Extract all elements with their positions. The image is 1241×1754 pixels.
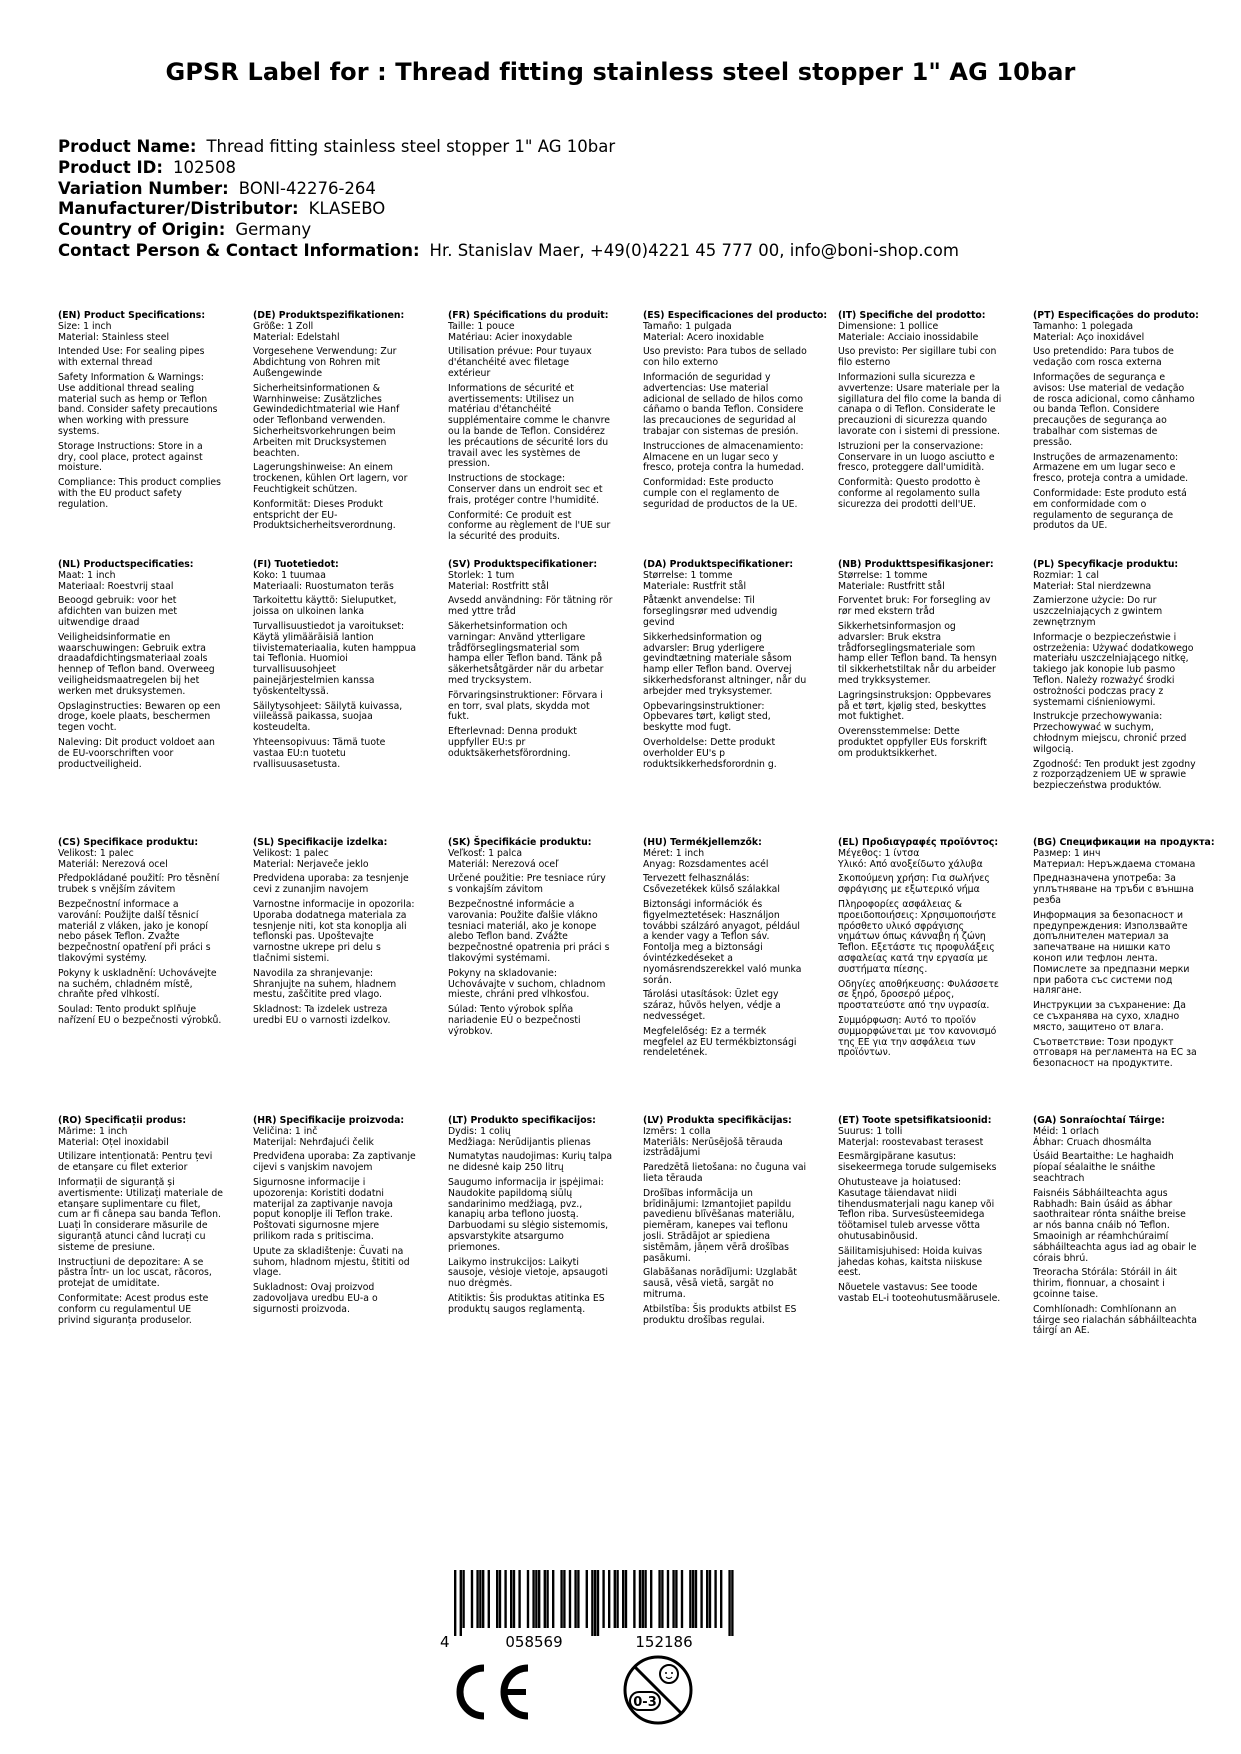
barcode-bar <box>622 1570 624 1628</box>
spec-section <box>643 310 828 515</box>
spec-line: Soulad: Tento produkt splňuje nařízení EU o bezpečnosti výrobků. <box>58 1004 222 1026</box>
info-row <box>58 220 959 241</box>
spec-line: Konformität: Dieses Produkt entspricht der EU-Produktsicherheitsverordnung. <box>253 498 396 532</box>
spec-line: Informații de siguranță și avertismente: Utilizați materiale de etanșare suplimentare cu filet, cum ar fi cânepa sau banda Teflon. Luați în considerare măsurile de siguranță atunci când lucrați cu sisteme de presiune. <box>58 1176 223 1253</box>
barcode-bar <box>650 1570 652 1628</box>
spec-line: Saugumo informacija ir įspėjimai: Naudokite papildomą siūlų sandarinimo medžiagą, pvz., kanapių arba teflono juostą. Darbuodami su slėgio sistemomis, apsvarstykite atsargumo priemones. <box>448 1176 609 1253</box>
barcode-bar <box>731 1570 733 1636</box>
spec-line: Opslaginstructies: Bewaren op een droge, koele plaats, beschermen tegen vocht. <box>58 700 221 734</box>
barcode-bar <box>527 1570 529 1628</box>
spec-heading: (BG) Спецификации на продукта: <box>1033 837 1215 848</box>
spec-line: Koko: 1 tuumaa <box>253 569 326 581</box>
info-label: Manufacturer/Distributor: <box>58 199 299 219</box>
spec-line: Conformitate: Acest produs este conform cu regulamentul UE privind siguranța produselor. <box>58 1292 209 1326</box>
spec-line: Velikost: 1 palec <box>58 847 134 859</box>
barcode-bar <box>642 1570 644 1628</box>
spec-line: Laikymo instrukcijos: Laikyti sausoje, vėsioje vietoje, apsaugoti nuo drėgmės. <box>448 1256 608 1290</box>
spec-heading: (NB) Produkttspesifikasjoner: <box>838 559 994 570</box>
spec-section <box>58 560 223 774</box>
barcode-bar <box>681 1570 683 1628</box>
barcode-bar <box>532 1570 534 1628</box>
spec-line: Tamaño: 1 pulgada <box>643 320 732 332</box>
spec-line: Tamanho: 1 polegada <box>1033 320 1134 332</box>
spec-heading: (SV) Produktspecifikationer: <box>448 559 598 570</box>
spec-line: Conformità: Questo prodotto è conforme al regolamento sulla sicurezza dei prodotti dell'UE. <box>838 477 981 510</box>
spec-line: Υλικό: Από ανοξείδωτο χάλυβα <box>838 858 983 870</box>
spec-heading: (DA) Produktspecifikationer: <box>643 559 794 570</box>
info-label: Country of Origin: <box>58 220 226 240</box>
spec-line: Utilisation prévue: Pour tuyaux d'étanchéité avec filetage extérieur <box>448 346 592 379</box>
spec-line: Úsáid Beartaithe: Le haghaidh píopaí séalaithe le snáithe seachtrach <box>1033 1151 1174 1184</box>
spec-heading: (HU) Termékjellemzők: <box>643 837 762 848</box>
spec-heading: (RO) Specificații produs: <box>58 1115 187 1126</box>
spec-line: Bezpečnostné informácie a varovania: Použite ďalšie vlákno tesniaci materiál, ako je konope alebo Teflon band. Zvážte bezpečnostné opatrenia pri práci s tlakovými systémami. <box>448 898 610 964</box>
spec-line: Comhlíonadh: Comhlíonann an táirge seo rialachán sábháilteachta táirgí an AE. <box>1033 1303 1197 1337</box>
barcode-bar <box>460 1570 462 1636</box>
spec-heading: (GA) Sonraíochtaí Táirge: <box>1033 1115 1165 1126</box>
spec-heading: (CS) Specifikace produktu: <box>58 837 199 848</box>
spec-line: Uso pretendido: Para tubos de vedação com rosca externa <box>1033 346 1174 369</box>
spec-line: Taille: 1 pouce <box>448 320 515 332</box>
spec-line: Forventet bruk: For forsegling av rør med ekstern tråd <box>838 595 991 618</box>
info-label: Variation Number: <box>58 178 229 198</box>
spec-line: Vorgesehene Verwendung: Zur Abdichtung von Rohren mit Außengewinde <box>253 346 397 379</box>
barcode-bar <box>471 1570 473 1628</box>
spec-line: Materiale: Rustfritt stål <box>838 580 945 592</box>
spec-line: Veličina: 1 inč <box>253 1125 318 1137</box>
spec-line: Uso previsto: Para tubos de sellado con hilo externo <box>643 346 807 369</box>
spec-heading: (LV) Produkta specifikācijas: <box>643 1115 792 1126</box>
barcode-bar <box>577 1570 579 1628</box>
barcode-bar <box>569 1570 571 1628</box>
spec-line: Opbevaringsinstruktioner: Opbevares tørt, køligt sted, beskytte mod fugt. <box>643 700 771 734</box>
barcode-bar <box>552 1570 554 1628</box>
barcode-bar <box>695 1570 697 1628</box>
spec-line: Ohutusteave ja hoiatused: Kasutage täiendavat niidi tihendusmaterjali nagu kanep või Teflon riba. Survesüsteemidega töötamisel tuleb arvesse võtta ohutusabinõusid. <box>838 1176 995 1242</box>
spec-line: Påtænkt anvendelse: Til forseglingsrør med udvendig gevind <box>643 595 778 628</box>
barcode-bar <box>608 1570 610 1628</box>
spec-line: Materiāls: Nerūsējošā tērauda izstrādājumi <box>643 1136 783 1159</box>
barcode-bar <box>625 1570 627 1628</box>
spec-line: Glabāšanas norādījumi: Uzglabāt sausā, vēsā vietā, sargāt no mitruma. <box>643 1267 797 1300</box>
barcode-digits-right: 152186 <box>635 1633 693 1650</box>
spec-line: Efterlevnad: Denna produkt uppfyller EU:s pr oduktsäkerhetsförordning. <box>448 726 577 759</box>
info-label: Product Name: <box>58 137 197 156</box>
age-warning-label: 0-3 <box>633 1695 657 1710</box>
spec-line: Dydis: 1 colių <box>448 1125 511 1137</box>
spec-line: Förvaringsinstruktioner: Förvara i en torr, sval plats, skydda mot fukt. <box>448 689 603 723</box>
spec-heading: (DE) Produktspezifikationen: <box>253 310 405 321</box>
spec-line: Materiale: Rustfrit stål <box>643 580 747 592</box>
spec-section <box>838 560 1003 764</box>
spec-line: Uso previsto: Per sigillare tubi con filo esterno <box>838 346 997 369</box>
spec-line: Intended Use: For sealing pipes with external thread <box>58 346 205 369</box>
spec-line: Размер: 1 инч <box>1033 847 1101 859</box>
spec-heading: (EN) Product Specifications: <box>58 310 206 321</box>
barcode-bar <box>709 1570 711 1628</box>
spec-line: Súlad: Tento výrobok spĺňa nariadenie EÚ o bezpečnosti výrobkov. <box>448 1004 581 1037</box>
barcode-bar <box>714 1570 716 1628</box>
spec-line: Größe: 1 Zoll <box>253 320 314 332</box>
info-label: Contact Person & Contact Information: <box>58 240 420 260</box>
info-value: Germany <box>235 220 312 240</box>
barcode-bar <box>675 1570 677 1628</box>
spec-line: Naleving: Dit product voldoet aan de EU-voorschriften voor productveiligheid. <box>58 736 215 770</box>
spec-line: Tervezett felhasználás: Csővezetékek külső szálakkal <box>643 873 780 896</box>
barcode-bar <box>488 1570 490 1628</box>
spec-line: Μέγεθος: 1 ίντσα <box>838 847 920 859</box>
barcode-bar <box>513 1570 515 1628</box>
barcode-bar <box>544 1570 546 1628</box>
spec-line: Informazioni sulla sicurezza e avvertenze: Usare materiale per la sigillatura del filo come la banda di canapa o di Teflon. Considerate le precauzioni di sicurezza quando lavorate con i sistemi di pressione. <box>838 371 1002 437</box>
spec-section <box>838 838 1003 1063</box>
spec-section <box>58 838 223 1031</box>
spec-heading: (ES) Especificaciones del producto: <box>643 310 828 321</box>
barcode-bar <box>454 1570 456 1636</box>
info-row <box>58 179 959 200</box>
spec-line: Nõuetele vastavus: See toode vastab EL-i tooteohutusmäärusele. <box>838 1282 1001 1304</box>
spec-section <box>253 838 418 1031</box>
barcode-bar <box>594 1570 596 1636</box>
product-info <box>58 137 959 262</box>
spec-section <box>448 311 613 547</box>
barcode-bar <box>504 1570 506 1628</box>
age-warning-icon <box>622 1654 694 1726</box>
spec-line: Turvallisuustiedot ja varoitukset: Käytä ylimääräisiä lantion tiivistemateriaalia, kuten hamppua tai Teflonia. Huomioi turvallisuusohjeet painejärjestelmien kanssa työskenteltyssä. <box>253 620 417 697</box>
spec-line: Materjal: roostevabast terasest <box>838 1136 984 1148</box>
spec-line: Numatytas naudojimas: Kurių talpa ne didesnė kaip 250 litrų <box>448 1151 613 1174</box>
spec-line: Treoracha Stórála: Stóráil in áit thirim, fionnuar, a chosaint i gcoinne taise. <box>1033 1267 1177 1300</box>
spec-line: Medžiaga: Nerūdijantis plienas <box>448 1136 591 1148</box>
spec-section <box>1033 1116 1198 1341</box>
spec-section <box>448 560 613 764</box>
spec-line: Størrelse: 1 tomme <box>643 569 733 581</box>
spec-line: Material: Rostfritt stål <box>448 580 549 592</box>
spec-line: Méret: 1 inch <box>643 847 705 859</box>
spec-line: Izmērs: 1 colla <box>643 1125 711 1137</box>
barcode-bar <box>633 1570 635 1628</box>
spec-line: Sikkerhetsinformasjon og advarsler: Bruk ekstra trådforseglingsmateriale som hamp eller Teflon band. Ta hensyn til sikkerhetstiltak når du arbeider med trykksystemer. <box>838 620 997 686</box>
barcode-bar <box>535 1570 537 1628</box>
spec-line: Conformité: Ce produit est conforme au règlement de l'UE sur la sécurité des produits. <box>448 509 611 543</box>
spec-line: Informacje o bezpieczeństwie i ostrzeżenia: Używać dodatkowego materiału uszczelniającego nitkę, takiego jak konopie lub pasmo Teflon. Należy rozważyć środki ostrożności podczas pracy z systemami ciśnieniowymi. <box>1033 631 1194 708</box>
spec-line: Sicherheitsinformationen & Warnhinweise: Zusätzliches Gewindedichtmaterial wie Hanf oder Teflonband verwenden. Sicherheitsvorkehrungen beim Arbeiten mit Drucksystemen beachten. <box>253 382 400 459</box>
spec-line: Material: Nerjaveče jeklo <box>253 858 369 870</box>
barcode-bar <box>560 1570 562 1628</box>
spec-line: Sigurnosne informacije i upozorenja: Koristiti dodatni materijal za zaptivanje navoja poput konoplje ili Teflon trake. Poštovati sigurnosne mjere prilikom rada s pritiscima. <box>253 1176 393 1242</box>
spec-line: Conformidad: Este producto cumple con el reglamento de seguridad de productos de la UE. <box>643 477 798 510</box>
barcode-digits-left: 058569 <box>505 1633 563 1650</box>
barcode-bar <box>728 1570 730 1636</box>
spec-heading: (IT) Specifiche del prodotto: <box>838 310 986 321</box>
spec-section <box>448 1116 613 1320</box>
spec-heading: (EL) Προδιαγραφές προϊόντος: <box>838 837 999 848</box>
spec-section <box>58 311 223 515</box>
barcode-bar <box>692 1570 694 1628</box>
spec-line: Předpokládané použití: Pro těsnění trubek s vnějším závitem <box>58 873 220 896</box>
spec-line: Säkerhetsinformation och varningar: Använd ytterligare trådförseglingsmaterial som hampa eller Teflon band. Tänk på säkerhetsåtgärder när du arbetar med trycksystem. <box>448 620 604 686</box>
spec-line: Zgodność: Ten produkt jest zgodny z rozporządzeniem UE w sprawie bezpieczeństwa produktów. <box>1033 758 1196 792</box>
spec-line: Eesmärgipärane kasutus: sisekeermega torude sulgemiseks <box>838 1151 997 1174</box>
spec-line: Yhteensopivuus: Tämä tuote vastaa EU:n tuotetu rvallisuusasetusta. <box>253 736 386 770</box>
spec-line: Avsedd användning: För tätning rör med yttre tråd <box>448 595 613 618</box>
spec-line: Anyag: Rozsdamentes acél <box>643 858 769 870</box>
page-title: GPSR Label for : Thread fitting stainless steel stopper 1" AG 10bar <box>165 58 1076 86</box>
spec-line: Størrelse: 1 tomme <box>838 569 928 581</box>
spec-line: Overensstemmelse: Dette produktet oppfyller EUs forskrift om produktsikkerhet. <box>838 726 987 759</box>
spec-line: Pokyny k uskladnění: Uchovávejte na suchém, chladném místě, chraňte před vlhkostí. <box>58 967 217 1001</box>
spec-line: Materiał: Stal nierdzewna <box>1033 580 1152 592</box>
spec-line: Πληροφορίες ασφάλειας & προειδοποιήσεις: Χρησιμοποιήστε πρόσθετο υλικό σφράγισης νημάτων όπως κάνναβη ή ζώνη Teflon. Εξετάστε τις προφυλάξεις ασφαλείας κατά την εργασία με συστήματα πίεσης. <box>838 898 997 975</box>
spec-line: Conformidade: Este produto está em conformidade com o regulamento de segurança de produtos da UE. <box>1033 487 1187 532</box>
spec-line: Istruzioni per la conservazione: Conservare in un luogo asciutto e fresco, proteggere dall'umidità. <box>838 440 995 474</box>
barcode-bar <box>658 1570 660 1628</box>
spec-line: Varnostne informacije in opozorila: Uporaba dodatnega materiala za tesnjenje niti, kot sta konoplja ali teflonski pas. Upoštevajte varnostne ukrepe pri delu s tlačnimi sistemi. <box>253 898 415 964</box>
spec-line: Lagringsinstruksjon: Oppbevares på et tørt, kjølig sted, beskyttes mot fuktighet. <box>838 689 992 723</box>
info-row <box>58 199 959 220</box>
spec-line: Ábhar: Cruach dhosmálta <box>1033 1136 1152 1148</box>
spec-line: Instrucciones de almacenamiento: Almacene en un lugar seco y fresco, proteja contra la humedad. <box>643 440 805 474</box>
spec-section <box>838 1116 1003 1309</box>
spec-heading: (FR) Spécifications du produit: <box>448 310 609 321</box>
spec-section <box>643 838 808 1063</box>
spec-line: Sukladnost: Ovaj proizvod zadovoljava uredbu EU-a o sigurnosti proizvoda. <box>253 1282 378 1315</box>
spec-line: Skladnost: Ta izdelek ustreza uredbi EU o varnosti izdelkov. <box>253 1004 391 1026</box>
barcode-bar <box>518 1570 520 1628</box>
spec-line: Velikost: 1 palec <box>253 847 329 859</box>
spec-line: Информация за безопасност и предупреждения: Използвайте допълнителен материал за запечатване на нишки като коноп или тефлон лента. Помислете за предпазни мерки при работа със системи под налягане. <box>1033 909 1190 997</box>
spec-line: Dimensione: 1 pollice <box>838 320 939 332</box>
info-value: BONI-42276-264 <box>238 178 376 198</box>
spec-line: Σκοπούμενη χρήση: Για σωλήνες σφράγισης με εξωτερικό νήμα <box>838 873 990 896</box>
barcode-bar <box>591 1570 593 1636</box>
spec-line: Navodila za shranjevanje: Shranjujte na suhem, hladnem mestu, zaščitite pred vlago. <box>253 967 397 1001</box>
spec-line: Suurus: 1 tolli <box>838 1125 903 1137</box>
spec-line: Rozmiar: 1 cal <box>1033 569 1099 581</box>
barcode-bar <box>462 1570 464 1628</box>
spec-heading: (SL) Specifikacije izdelka: <box>253 837 388 848</box>
barcode-bar <box>510 1570 512 1628</box>
spec-line: Materiale: Acciaio inossidabile <box>838 331 979 343</box>
spec-line: Material: Acero inoxidable <box>643 331 764 343</box>
barcode-bar <box>597 1570 599 1636</box>
spec-line: Megfelelőség: Ez a termék megfelel az EU termékbiztonsági rendeletének. <box>643 1025 797 1059</box>
barcode-bar <box>720 1570 722 1628</box>
spec-heading: (SK) Špecifikácie produktu: <box>448 837 592 848</box>
info-value: Hr. Stanislav Maer, +49(0)4221 45 777 00, info@boni-shop.com <box>429 240 959 260</box>
spec-section <box>1033 560 1198 796</box>
spec-line: Säilitamisjuhised: Hoida kuivas jahedas kohas, kaitsta niiskuse eest. <box>838 1245 983 1279</box>
spec-line: Upute za skladištenje: Čuvati na suhom, hladnom mjestu, štititi od vlage. <box>253 1245 410 1279</box>
spec-line: Určené použitie: Pre tesniace rúry s vonkajším závitom <box>448 873 606 896</box>
spec-heading: (NL) Productspecificaties: <box>58 559 194 570</box>
barcode-bar <box>563 1570 565 1628</box>
spec-heading: (ET) Toote spetsifikatsioonid: <box>838 1115 992 1126</box>
spec-line: Instructions de stockage: Conserver dans un endroit sec et frais, protéger contre l'humidité. <box>448 473 603 506</box>
info-row <box>58 158 959 179</box>
spec-line: Mărime: 1 inch <box>58 1125 128 1137</box>
spec-line: Съответствие: Този продукт отговаря на регламента на ЕС за безопасност на продуктите. <box>1033 1036 1197 1070</box>
info-label: Product ID: <box>58 157 163 177</box>
spec-line: Biztonsági információk és figyelmeztetések: Használjon további szálzáró anyagot, például a kender vagy a Teflon sáv. Fontolja meg a biztonsági óvintézkedéseket a nyomásrendszerekkel való munka során. <box>643 898 802 986</box>
barcode-bar <box>476 1570 478 1628</box>
spec-line: Lagerungshinweise: An einem trockenen, kühlen Ort lagern, vor Feuchtigkeit schützen. <box>253 462 408 495</box>
barcode-bar <box>614 1570 616 1628</box>
info-value: 102508 <box>172 157 236 177</box>
spec-line: Maat: 1 inch <box>58 569 116 581</box>
spec-line: Материал: Неръждаема стомана <box>1033 858 1196 870</box>
barcode-bar <box>479 1570 481 1628</box>
barcode-bar <box>706 1570 708 1628</box>
spec-line: Compliance: This product complies with the EU product safety regulation. <box>58 477 221 510</box>
spec-section <box>1033 837 1215 1074</box>
baby-face-icon <box>660 1665 678 1683</box>
info-row <box>58 241 959 262</box>
spec-line: Materiaali: Ruostumaton teräs <box>253 580 394 592</box>
spec-line: Storlek: 1 tum <box>448 569 515 581</box>
spec-heading: (FI) Tuotetiedot: <box>253 559 339 570</box>
barcode-bar <box>546 1570 548 1628</box>
spec-line: Predvidena uporaba: za tesnjenje cevi z zunanjim navojem <box>253 873 409 896</box>
spec-section <box>448 838 613 1042</box>
spec-line: Zamierzone użycie: Do rur uszczelniających z gwintem zewnętrznym <box>1033 595 1163 628</box>
spec-section <box>253 560 418 774</box>
spec-line: Informações de segurança e avisos: Use material de vedação de rosca adicional, como cânhamo ou banda Teflon. Considere precauções de segurança ao trabalhar com sistemas de pressão. <box>1033 371 1195 448</box>
spec-line: Materiaal: Roestvrij staal <box>58 580 174 592</box>
info-row <box>58 137 959 158</box>
spec-line: Materiál: Nerezová ocel <box>58 858 168 870</box>
spec-line: Predviđena uporaba: Za zaptivanje cijevi s vanjskim navojem <box>253 1151 416 1174</box>
barcode-bar <box>661 1570 663 1628</box>
info-value: KLASEBO <box>308 199 386 219</box>
spec-line: Bezpečnostní informace a varování: Použijte další těsnicí materiál z vláken, jako je konopí nebo pásek Teflon. Zvažte bezpečnostní opatření při práci s tlakovými systémy. <box>58 898 211 964</box>
barcode-bar <box>482 1570 484 1628</box>
spec-line: Faisnéis Sábháilteachta agus Rabhadh: Bain úsáid as ábhar saothraitear rónta snáithe breise ar nós banna cnáib nó Teflon. Smaoinigh ar réamhchúraimí sábháilteachta agus iad ag obair le córais bhrú. <box>1033 1187 1197 1264</box>
spec-section <box>253 311 418 536</box>
spec-line: Material: Edelstahl <box>253 331 340 343</box>
barcode-bar <box>672 1570 674 1628</box>
spec-line: Οδηγίες αποθήκευσης: Φυλάσσετε σε ξηρό, δροσερό μέρος, προστατεύστε από την υγρασία. <box>838 978 999 1012</box>
spec-line: Pokyny na skladovanie: Uchovávajte v suchom, chladnom mieste, chráni pred vlhkosťou. <box>448 967 606 1001</box>
barcode-bar <box>538 1570 540 1628</box>
spec-line: Инструкции за съхранение: Да се съхранява на сухо, хладно място, защитено от влага. <box>1033 1000 1187 1033</box>
spec-line: Storage Instructions: Store in a dry, cool place, protect against moisture. <box>58 440 203 474</box>
spec-line: Información de seguridad y advertencias: Use material adicional de sellado de hilos como cáñamo o banda Teflon. Considere las precauciones de seguridad al trabajar con sistemas de presión. <box>643 371 804 437</box>
spec-line: Matériau: Acier inoxydable <box>448 331 573 343</box>
spec-section <box>1033 311 1198 536</box>
spec-section <box>58 1116 223 1330</box>
barcode-bar <box>496 1570 498 1628</box>
spec-line: Tárolási utasítások: Üzlet egy száraz, hűvös helyen, védje a nedvességet. <box>643 989 781 1022</box>
spec-line: Instruções de armazenamento: Armazene em um lugar seco e fresco, proteja contra a umidade. <box>1033 451 1189 485</box>
spec-line: Drošības informācija un brīdinājumi: Izmantojiet papildu pavedienu blīvēšanas materiālu, piemēram, kanepes vai teflonu josli. Strādājot ar spiediena sistēmām, jāņem vērā drošības pasākumi. <box>643 1187 795 1264</box>
spec-section <box>838 311 1003 515</box>
spec-line: Atitiktis: Šis produktas atitinka ES produktų saugos reglamentą. <box>448 1292 605 1315</box>
spec-line: Paredzētā lietošana: no čuguna vai lieta tērauda <box>643 1162 807 1184</box>
spec-line: Materiál: Nerezová oceľ <box>448 858 559 870</box>
spec-line: Materijal: Nehrđajući čelik <box>253 1136 374 1148</box>
spec-line: Material: Stainless steel <box>58 331 170 343</box>
barcode-bar <box>639 1570 641 1628</box>
spec-line: Veľkosť: 1 palca <box>448 847 523 859</box>
spec-line: Informations de sécurité et avertissements: Utilisez un matériau d'étanchéité supplémentaire comme le chanvre ou la bande de Teflon. Considérez les précautions de sécurité lors du travail avec les systèmes de pression. <box>448 382 611 470</box>
spec-line: Material: Oțel inoxidabil <box>58 1136 169 1148</box>
spec-line: Instrucțiuni de depozitare: A se păstra într- un loc uscat, răcoros, protejat de umiditate. <box>58 1256 212 1290</box>
barcode-bar <box>667 1570 669 1628</box>
spec-section <box>643 1116 808 1330</box>
spec-line: Veiligheidsinformatie en waarschuwingen: Gebruik extra draadafdichtingsmateriaal zoals hennep of Teflon band. Overweeg veiligheidsmaatregelen bij het werken met druksystemen. <box>58 631 215 697</box>
spec-line: Säilytysohjeet: Säilytä kuivassa, viileässä paikassa, suojaa kosteudelta. <box>253 700 403 734</box>
spec-heading: (LT) Produkto specifikacijos: <box>448 1115 596 1126</box>
spec-line: Beoogd gebruik: voor het afdichten van buizen met uitwendige draad <box>58 595 177 628</box>
spec-line: Instrukcje przechowywania: Przechowywać w suchym, chłodnym miejscu, chronić przed wilgocią. <box>1033 711 1187 755</box>
spec-line: Предназначена употреба: За уплътняване на тръби с външна резба <box>1033 873 1194 906</box>
barcode-bar <box>644 1570 646 1628</box>
spec-line: Overholdelse: Dette produkt overholder EU's p roduktsikkerhedsforordnin g. <box>643 736 777 770</box>
spec-line: Συμμόρφωση: Αυτό το προϊόν συμμορφώνεται με τον κανονισμό της ΕΕ για την ασφάλεια των προϊόντων. <box>838 1014 997 1059</box>
ce-mark-icon <box>452 1664 532 1720</box>
spec-heading: (PT) Especificações do produto: <box>1033 310 1199 321</box>
spec-line: Atbilstība: Šis produkts atbilst ES produktu drošības regulai. <box>643 1303 797 1326</box>
barcode-bar <box>586 1570 588 1628</box>
spec-line: Size: 1 inch <box>58 320 112 332</box>
spec-heading: (HR) Specifikacije proizvoda: <box>253 1115 405 1126</box>
barcode-bar <box>574 1570 576 1628</box>
spec-section <box>253 1116 418 1320</box>
barcode-bar <box>616 1570 618 1628</box>
barcode-digit-prefix: 4 <box>440 1633 450 1650</box>
spec-line: Utilizare intenționată: Pentru țevi de etanșare cu filet exterior <box>58 1151 213 1174</box>
spec-heading: (PL) Specyfikacje produktu: <box>1033 559 1179 570</box>
barcode-bar <box>499 1570 501 1628</box>
spec-line: Material: Aço inoxidável <box>1033 331 1145 343</box>
spec-section <box>643 560 808 774</box>
spec-line: Safety Information & Warnings: Use additional thread sealing material such as hemp or Teflon band. Consider safety precautions when working with pressure systems. <box>58 371 218 437</box>
info-value: Thread fitting stainless steel stopper 1" AG 10bar <box>206 137 616 156</box>
spec-line: Méid: 1 orlach <box>1033 1125 1099 1137</box>
barcode <box>438 1570 748 1650</box>
barcode-bar <box>602 1570 604 1628</box>
spec-line: Sikkerhedsinformation og advarsler: Brug yderligere gevindtætning materiale såsom hamp eller Teflon band. Overvej sikkerhedsforanst altninger, når du arbejder med tryksystemer. <box>643 631 807 697</box>
barcode-bar <box>700 1570 702 1628</box>
spec-line: Tarkoitettu käyttö: Sieluputket, joissa on ulkoinen lanka <box>253 595 397 618</box>
barcode-bar <box>689 1570 691 1628</box>
